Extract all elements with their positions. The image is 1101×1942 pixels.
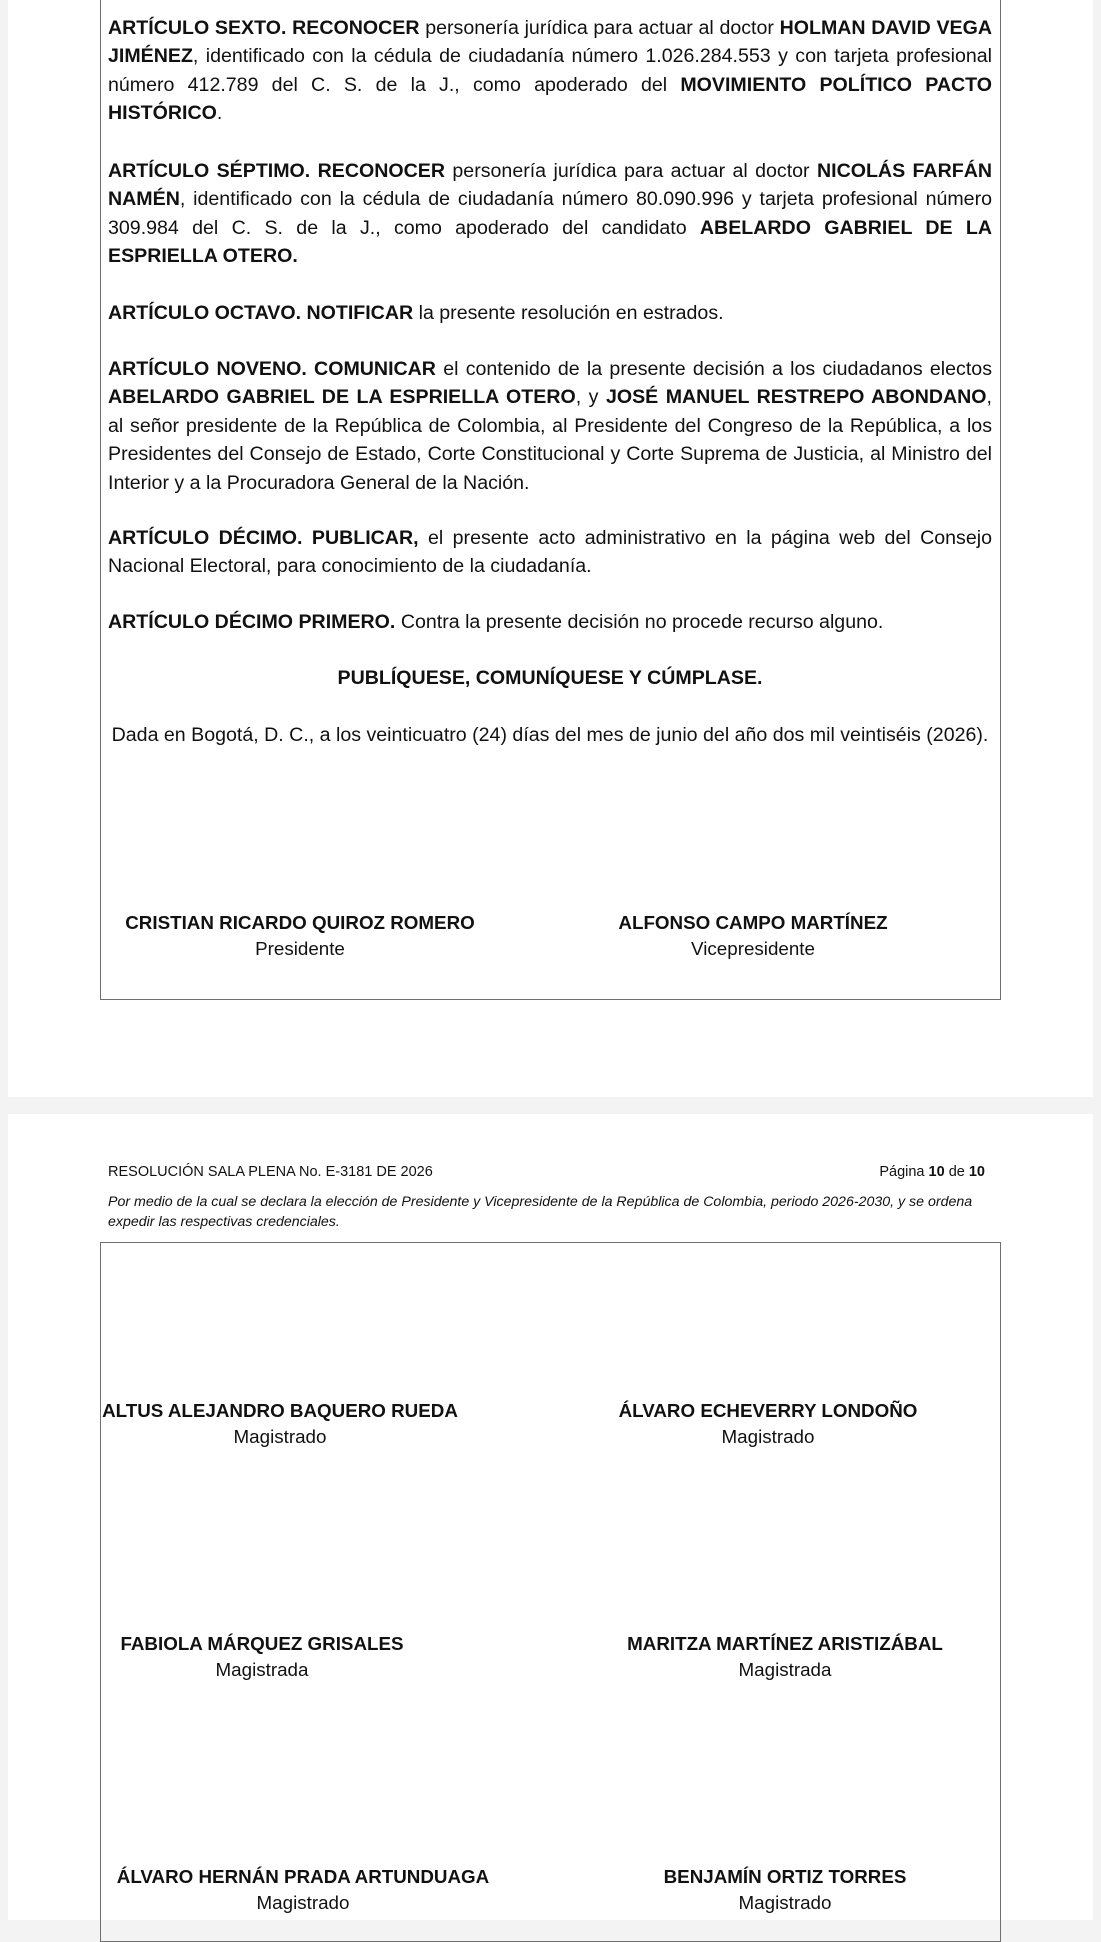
signature-vicepresident — [543, 910, 963, 962]
signer-role: Magistrada — [738, 1659, 832, 1680]
signer-name: CRISTIAN RICARDO QUIROZ ROMERO — [125, 912, 475, 933]
resolution-subtitle: Por medio de la cual se declara la elección de Presidente y Vicepresidente de la República de Colombia, periodo 2026-2030, y se ordena expedir las respectivas credenciales. — [108, 1194, 973, 1230]
signature-magistrate-2 — [558, 1398, 978, 1450]
signer-role: Presidente — [255, 938, 345, 959]
page-counter: Página 10 de 10 — [879, 1164, 985, 1180]
page-9-content-frame — [100, 0, 1001, 1000]
signer-role: Magistrado — [738, 1892, 832, 1913]
signer-role: Vicepresidente — [691, 938, 815, 959]
signer-role: Magistrada — [215, 1659, 309, 1680]
signer-name: ÁLVARO ECHEVERRY LONDOÑO — [618, 1400, 918, 1421]
signer-role: Magistrado — [721, 1426, 815, 1447]
signer-name: MARITZA MARTÍNEZ ARISTIZÁBAL — [627, 1633, 943, 1654]
article-sixth: ARTÍCULO SEXTO. RECONOCER personería jurídica para actuar al doctor HOLMAN DAVID VEGA JIMÉNEZ, identificado con la cédula de ciudadanía número 1.026.284.553 y con tarjeta profesional número 412.789 del C. S. de la J., como apoderado del MOVIMIENTO POLÍTICO PACTO HISTÓRICO. — [108, 17, 993, 125]
article-tenth: ARTÍCULO DÉCIMO. PUBLICAR, el presente acto administrativo en la página web del Consejo Nacional Electoral, para conocimiento de la ciudadanía. — [108, 527, 992, 578]
article-ninth: ARTÍCULO NOVENO. COMUNICAR el contenido de la presente decisión a los ciudadanos electos ABELARDO GABRIEL DE LA ESPRIELLA OTERO, y JOSÉ MANUEL RESTREPO ABONDANO, al señor presidente de la República de Colombia, al Presidente del Congreso de la República, a los Presidentes del Consejo de Estado, Corte Constitucional y Corte Suprema de Justicia, al Ministro del Interior y a la Procuradora General de la Nación. — [108, 358, 992, 494]
signer-name: ÁLVARO HERNÁN PRADA ARTUNDUAGA — [116, 1866, 490, 1887]
signer-role: Magistrado — [256, 1892, 350, 1913]
date-given: Dada en Bogotá, D. C., a los veinticuatro (24) días del mes de junio del año dos mil veintiséis (2026). — [111, 724, 989, 746]
article-eleventh: ARTÍCULO DÉCIMO PRIMERO. Contra la presente decisión no procede recurso alguno. — [108, 611, 884, 633]
signature-magistrate-6 — [575, 1864, 995, 1916]
signer-name: ALTUS ALEJANDRO BAQUERO RUEDA — [102, 1400, 458, 1421]
signer-name: ALFONSO CAMPO MARTÍNEZ — [618, 912, 888, 933]
article-eighth: ARTÍCULO OCTAVO. NOTIFICAR la presente resolución en estrados. — [108, 302, 724, 324]
signer-name: BENJAMÍN ORTIZ TORRES — [663, 1866, 907, 1887]
signature-president — [90, 910, 510, 962]
article-seventh: ARTÍCULO SÉPTIMO. RECONOCER personería jurídica para actuar al doctor NICOLÁS FARFÁN NAMÉN, identificado con la cédula de ciudadanía número 80.090.996 y tarjeta profesional número 309.984 del C. S. de la J., como apoderado del candidato ABELARDO GABRIEL DE LA ESPRIELLA OTERO. — [108, 160, 993, 268]
page-10-content-frame — [100, 1242, 1001, 1942]
signer-name: FABIOLA MÁRQUEZ GRISALES — [120, 1633, 404, 1654]
signer-role: Magistrado — [233, 1426, 327, 1447]
signature-magistrate-4 — [575, 1631, 995, 1683]
signature-magistrate-3 — [52, 1631, 472, 1683]
signature-magistrate-1 — [70, 1398, 490, 1450]
signature-magistrate-5 — [93, 1864, 513, 1916]
closing-formula: PUBLÍQUESE, COMUNÍQUESE Y CÚMPLASE. — [337, 667, 763, 689]
resolution-number: RESOLUCIÓN SALA PLENA No. E-3181 DE 2026 — [108, 1164, 433, 1180]
